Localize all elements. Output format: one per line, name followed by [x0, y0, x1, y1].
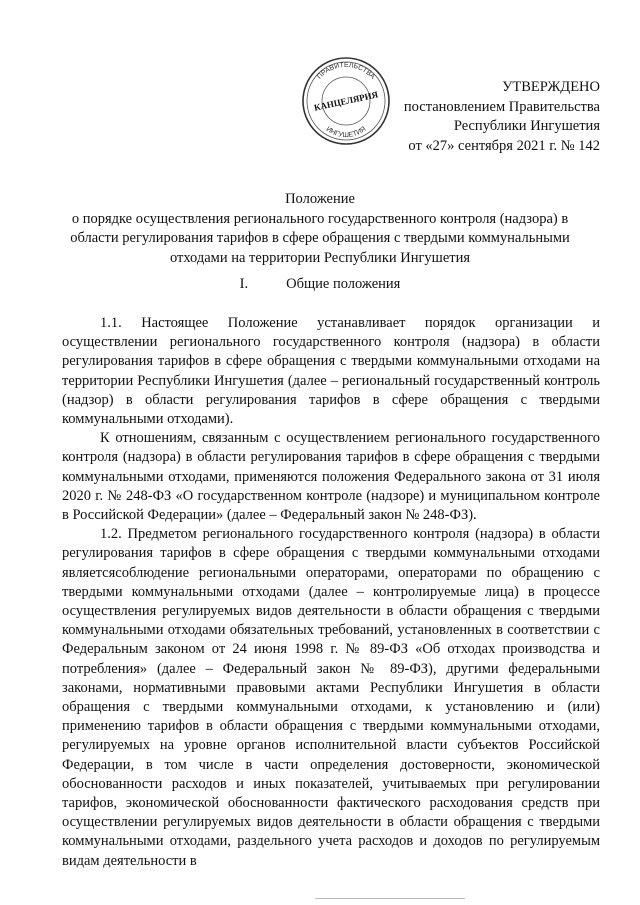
stamp-center-text: КАНЦЕЛЯРИЯ [313, 89, 379, 113]
body-paragraph: 1.2. Предметом регионального государственного контроля (надзора) в области регулирования тарифов в сфере обращения с твердыми коммунальными отходами являетсясоблюдение региональными операторами, операторами по обращению с твердыми коммунальными отходами (далее – контролируемые лица) в процессе осуществления регулируемых видов деятельности в области обращения с твердыми коммунальными отходами обязательных требований, установленных в соответствии с Федеральным законом от 24 июня 1998 г. № 89-ФЗ «Об отходах производства и потребления» (далее – Федеральный закон № 89-ФЗ), другими федеральными законами, нормативными правовыми актами Республики Ингушетия в области обращения с твердыми коммунальными отходами, к установлению и (или) применению тарифов в области обращения с твердыми коммунальными отходами, регулируемых на уровне органов исполнительной власти субъектов Российской Федерации, в том числе в части определения достоверности, экономической обоснованности расходов и иных показателей, учитываемых при регулировании тарифов, экономической обоснованности фактического расходования средств при осуществлении регулируемых видов деятельности в области обращения с твердыми коммунальными отходами, раздельного учета расходов и доходов по регулируемым видам деятельности в [62, 526, 600, 869]
approval-line: Республики Ингушетия [453, 118, 600, 134]
title-line: отходами на территории Республики Ингушетия [169, 249, 471, 266]
section-title: Общие положения [286, 276, 401, 292]
page-bottom-divider [315, 898, 465, 899]
title-line: о порядке осуществления регионального государственного контроля (надзора) в [71, 210, 569, 227]
stamp-ring-bottom-text: ИНГУШЕТИЯ [324, 125, 368, 140]
stamp-ring-top-text: ПРАВИТЕЛЬСТВА [316, 61, 376, 81]
section-number: I. [239, 276, 249, 292]
approval-block [404, 78, 600, 156]
approval-date: от «27» сентября 2021 г. № 142 [408, 137, 600, 154]
section-heading [40, 275, 600, 295]
body-paragraph: К отношениям, связанным с осуществлением регионального государственного контроля (надзора) в области регулирования тарифов в сфере обращения с твердыми коммунальными отходами, применяются положения Федерального закона от 31 июля 2020 г. № 248-ФЗ «О государственном контроле (надзоре) и муниципальном контроле в Российской Федерации» (далее – Федеральный закон № 248-ФЗ). [62, 430, 600, 524]
document-title [40, 190, 600, 268]
body-paragraph: 1.1. Настоящее Положение устанавливает порядок организации и осуществлении регионального государственного контроля (надзора) в области регулирования тарифов в сфере обращения с твердыми коммунальными отходами на территории Республики Ингушетия (далее – региональный государственный контроль (надзор) в области регулирования тарифов в сфере обращения с твердыми коммунальными отходами). [62, 315, 600, 428]
approval-line: постановлением Правительства [403, 98, 600, 115]
title-line: области регулирования тарифов в сфере обращения с твердыми коммунальными [70, 230, 570, 246]
title-line: Положение [285, 191, 355, 207]
svg-text:ПРАВИТЕЛЬСТВА [316, 62, 376, 81]
document-body [62, 314, 600, 871]
office-stamp-icon [300, 55, 392, 147]
approval-heading: УТВЕРЖДЕНО [502, 79, 600, 95]
